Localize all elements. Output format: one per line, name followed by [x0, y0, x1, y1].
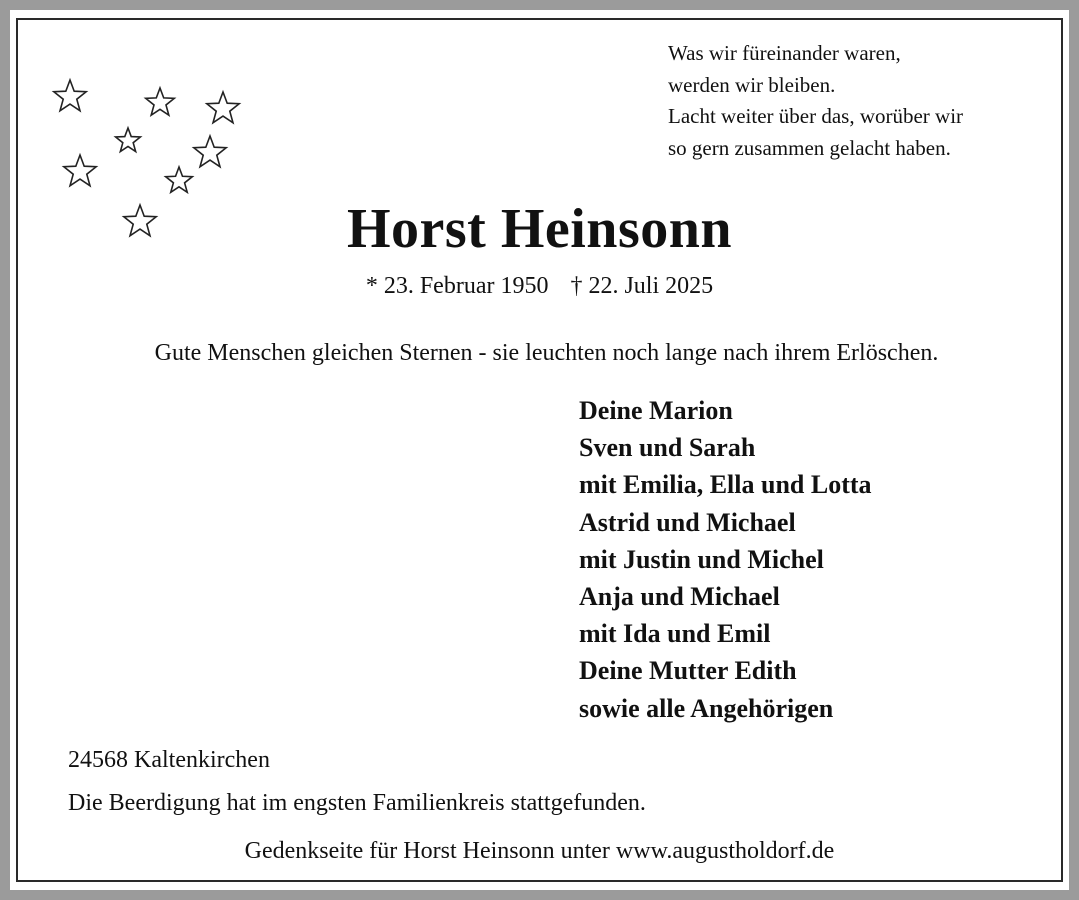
quote: Gute Menschen gleichen Sternen - sie leuchten noch lange nach ihrem Erlöschen.	[154, 340, 939, 366]
star-outline-icon	[54, 80, 86, 111]
poem-line: so gern zusammen gelacht haben.	[668, 135, 951, 160]
mourner-line: mit Justin und Michel	[579, 544, 824, 574]
life-dates	[0, 268, 1079, 304]
mourner-line: sowie alle Angehörigen	[579, 693, 834, 723]
star-outline-icon	[194, 136, 226, 167]
mourner-line: mit Ida und Emil	[579, 619, 771, 649]
poem-line: Lacht weiter über das, worüber wir	[668, 104, 964, 128]
mourner-line: mit Emilia, Ella und Lotta	[579, 470, 872, 500]
mourner-line: Deine Marion	[579, 396, 733, 425]
place: 24568 Kaltenkirchen	[68, 747, 270, 773]
poem-line: werden wir bleiben.	[668, 72, 836, 97]
deceased-name: Horst Heinsonn	[346, 198, 733, 260]
mourners-list	[579, 392, 872, 727]
birth-date: * 23. Februar 1950	[365, 273, 549, 299]
mourner-line: Anja und Michael	[579, 582, 780, 612]
poem-line: Was wir füreinander waren,	[668, 41, 901, 65]
star-outline-icon	[146, 88, 175, 115]
star-outline-icon	[64, 155, 96, 186]
mourner-line: Sven und Sarah	[579, 433, 756, 463]
star-outline-icon	[207, 92, 239, 123]
star-outline-icon	[116, 128, 141, 152]
star-outline-icon	[166, 167, 193, 192]
mourner-line: Astrid und Michael	[579, 507, 796, 537]
poem	[668, 38, 1058, 164]
memorial-note: Gedenkseite für Horst Heinsonn unter www.augustholdorf.de	[244, 838, 835, 864]
mourner-line: Deine Mutter Edith	[579, 656, 797, 686]
death-date: † 22. Juli 2025	[570, 273, 714, 299]
funeral-note: Die Beerdigung hat im engsten Familienkreis stattgefunden.	[68, 790, 646, 816]
